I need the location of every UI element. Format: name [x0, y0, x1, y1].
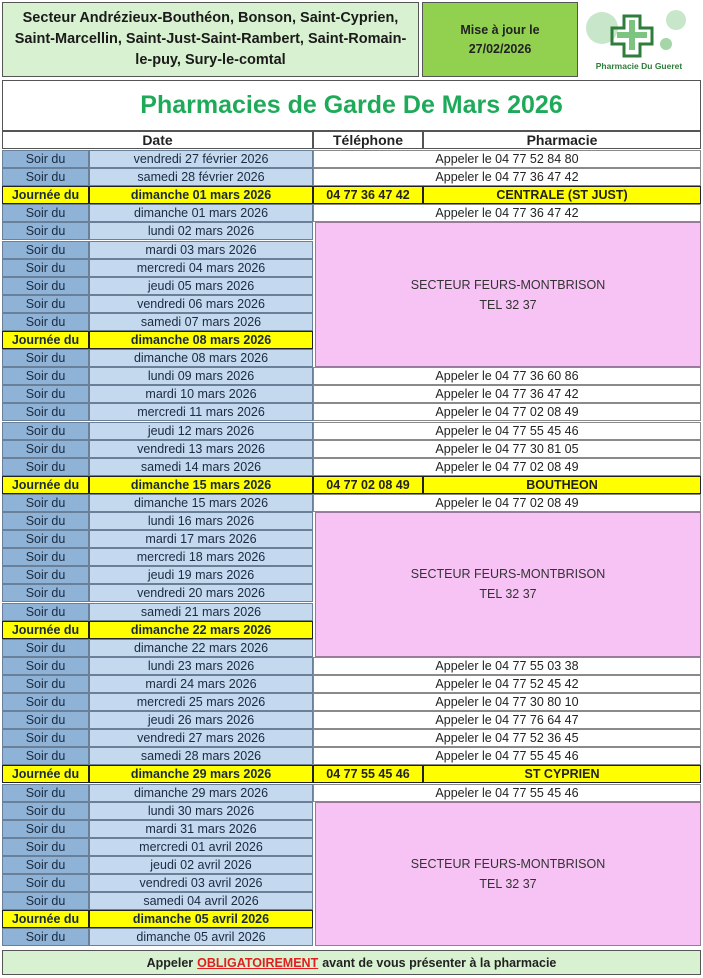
row-type-label: Soir du — [2, 874, 89, 892]
row-date: dimanche 08 mars 2026 — [89, 349, 313, 367]
row-type-label: Soir du — [2, 603, 89, 621]
row-call-instruction: Appeler le 04 77 02 08 49 — [313, 403, 701, 421]
row-date: mardi 03 mars 2026 — [89, 241, 313, 259]
row-type-label: Soir du — [2, 241, 89, 259]
row-date: lundi 16 mars 2026 — [89, 512, 313, 530]
logo-text: Pharmacie Du Gueret — [595, 61, 683, 71]
row-date: lundi 23 mars 2026 — [89, 657, 313, 675]
table-row — [2, 765, 701, 783]
table-row — [2, 440, 701, 458]
row-type-label: Soir du — [2, 150, 89, 168]
row-type-label: Soir du — [2, 349, 89, 367]
table-row — [2, 458, 701, 476]
row-date: dimanche 05 avril 2026 — [89, 910, 313, 928]
row-type-label: Soir du — [2, 458, 89, 476]
update-label: Mise à jour le — [460, 22, 540, 37]
row-date: mercredi 04 mars 2026 — [89, 259, 313, 277]
row-type-label: Journée du — [2, 476, 89, 494]
row-call-instruction: Appeler le 04 77 36 47 42 — [313, 385, 701, 403]
sector-block — [315, 222, 701, 367]
table-row — [2, 186, 701, 204]
row-date: mercredi 18 mars 2026 — [89, 548, 313, 566]
column-header-date: Date — [2, 131, 313, 149]
footer-emphasis: OBLIGATOIREMENT — [197, 955, 319, 970]
row-date: mardi 10 mars 2026 — [89, 385, 313, 403]
row-date: samedi 21 mars 2026 — [89, 603, 313, 621]
table-row — [2, 204, 701, 222]
row-date: vendredi 27 mars 2026 — [89, 729, 313, 747]
row-phone: 04 77 55 45 46 — [313, 765, 423, 783]
row-type-label: Journée du — [2, 910, 89, 928]
row-date: mardi 24 mars 2026 — [89, 675, 313, 693]
row-type-label: Soir du — [2, 584, 89, 602]
sector-block-phone: TEL 32 37 — [479, 876, 537, 891]
row-date: vendredi 06 mars 2026 — [89, 295, 313, 313]
row-date: dimanche 22 mars 2026 — [89, 621, 313, 639]
row-type-label: Soir du — [2, 168, 89, 186]
row-date: dimanche 01 mars 2026 — [89, 186, 313, 204]
row-date: jeudi 02 avril 2026 — [89, 856, 313, 874]
row-date: jeudi 19 mars 2026 — [89, 566, 313, 584]
row-type-label: Journée du — [2, 186, 89, 204]
sector-label: Secteur Andrézieux-Bouthéon, Bonson, Saint-Cyprien, Saint-Marcellin, Saint-Just-Saint-Rambert, Saint-Romain-le-puy, Sury-le-comtal — [2, 2, 419, 77]
row-type-label: Soir du — [2, 838, 89, 856]
row-type-label: Soir du — [2, 204, 89, 222]
row-call-instruction: Appeler le 04 77 52 84 80 — [313, 150, 701, 168]
table-row — [2, 675, 701, 693]
row-phone: 04 77 36 47 42 — [313, 186, 423, 204]
row-call-instruction: Appeler le 04 77 55 03 38 — [313, 657, 701, 675]
row-date: mercredi 25 mars 2026 — [89, 693, 313, 711]
row-date: samedi 28 mars 2026 — [89, 747, 313, 765]
row-type-label: Soir du — [2, 494, 89, 512]
row-date: samedi 04 avril 2026 — [89, 892, 313, 910]
page-header — [2, 2, 701, 79]
footer-text-before: Appeler — [146, 955, 194, 970]
row-pharmacy-name: BOUTHEON — [423, 476, 701, 494]
row-date: dimanche 15 mars 2026 — [89, 476, 313, 494]
row-type-label: Soir du — [2, 403, 89, 421]
green-cross-icon — [580, 4, 698, 62]
row-date: dimanche 15 mars 2026 — [89, 494, 313, 512]
row-date: vendredi 20 mars 2026 — [89, 584, 313, 602]
table-row — [2, 494, 701, 512]
table-row — [2, 476, 701, 494]
row-type-label: Soir du — [2, 548, 89, 566]
row-type-label: Soir du — [2, 530, 89, 548]
row-type-label: Soir du — [2, 259, 89, 277]
table-row — [2, 367, 701, 385]
row-date: mardi 31 mars 2026 — [89, 820, 313, 838]
row-pharmacy-name: ST CYPRIEN — [423, 765, 701, 783]
sector-block-name: SECTEUR FEURS-MONTBRISON — [410, 856, 606, 871]
row-date: vendredi 27 février 2026 — [89, 150, 313, 168]
row-type-label: Journée du — [2, 331, 89, 349]
row-type-label: Soir du — [2, 657, 89, 675]
row-type-label: Soir du — [2, 422, 89, 440]
row-type-label: Soir du — [2, 747, 89, 765]
row-call-instruction: Appeler le 04 77 52 45 42 — [313, 675, 701, 693]
row-date: samedi 28 février 2026 — [89, 168, 313, 186]
row-call-instruction: Appeler le 04 77 30 81 05 — [313, 440, 701, 458]
row-date: dimanche 05 avril 2026 — [89, 928, 313, 946]
row-date: dimanche 29 mars 2026 — [89, 784, 313, 802]
table-row — [2, 711, 701, 729]
sector-block-phone: TEL 32 37 — [479, 587, 537, 602]
row-date: jeudi 12 mars 2026 — [89, 422, 313, 440]
row-type-label: Soir du — [2, 367, 89, 385]
row-date: dimanche 01 mars 2026 — [89, 204, 313, 222]
row-call-instruction: Appeler le 04 77 36 47 42 — [313, 168, 701, 186]
table-row — [2, 784, 701, 802]
row-date: dimanche 29 mars 2026 — [89, 765, 313, 783]
page-title: Pharmacies de Garde De Mars 2026 — [2, 80, 701, 131]
row-date: dimanche 22 mars 2026 — [89, 639, 313, 657]
row-type-label: Soir du — [2, 856, 89, 874]
sector-block-name: SECTEUR FEURS-MONTBRISON — [410, 567, 606, 582]
row-call-instruction: Appeler le 04 77 55 45 46 — [313, 747, 701, 765]
row-call-instruction: Appeler le 04 77 36 60 86 — [313, 367, 701, 385]
row-pharmacy-name: CENTRALE (ST JUST) — [423, 186, 701, 204]
row-call-instruction: Appeler le 04 77 36 47 42 — [313, 204, 701, 222]
row-call-instruction: Appeler le 04 77 55 45 46 — [313, 784, 701, 802]
row-type-label: Soir du — [2, 440, 89, 458]
sector-block — [315, 512, 701, 657]
row-date: lundi 02 mars 2026 — [89, 222, 313, 240]
sector-block-phone: TEL 32 37 — [479, 297, 537, 312]
row-type-label: Soir du — [2, 820, 89, 838]
row-phone: 04 77 02 08 49 — [313, 476, 423, 494]
row-type-label: Soir du — [2, 566, 89, 584]
footer-text-after: avant de vous présenter à la pharmacie — [322, 955, 557, 970]
row-type-label: Soir du — [2, 784, 89, 802]
row-call-instruction: Appeler le 04 77 02 08 49 — [313, 458, 701, 476]
row-type-label: Soir du — [2, 512, 89, 530]
row-date: mercredi 01 avril 2026 — [89, 838, 313, 856]
table-row — [2, 403, 701, 421]
row-type-label: Soir du — [2, 295, 89, 313]
row-date: vendredi 13 mars 2026 — [89, 440, 313, 458]
row-date: mardi 17 mars 2026 — [89, 530, 313, 548]
row-type-label: Soir du — [2, 693, 89, 711]
table-row — [2, 385, 701, 403]
row-date: vendredi 03 avril 2026 — [89, 874, 313, 892]
row-date: samedi 07 mars 2026 — [89, 313, 313, 331]
row-type-label: Soir du — [2, 729, 89, 747]
row-type-label: Soir du — [2, 313, 89, 331]
column-header-pharmacy: Pharmacie — [423, 131, 701, 149]
table-row — [2, 657, 701, 675]
row-type-label: Soir du — [2, 277, 89, 295]
table-row — [2, 168, 701, 186]
row-date: jeudi 05 mars 2026 — [89, 277, 313, 295]
sector-block — [315, 802, 701, 947]
row-call-instruction: Appeler le 04 77 52 36 45 — [313, 729, 701, 747]
row-type-label: Journée du — [2, 621, 89, 639]
row-type-label: Soir du — [2, 385, 89, 403]
update-box — [422, 2, 578, 77]
row-date: mercredi 11 mars 2026 — [89, 403, 313, 421]
column-header-phone: Téléphone — [313, 131, 423, 149]
row-type-label: Journée du — [2, 765, 89, 783]
table-row — [2, 747, 701, 765]
row-call-instruction: Appeler le 04 77 02 08 49 — [313, 494, 701, 512]
row-date: jeudi 26 mars 2026 — [89, 711, 313, 729]
row-date: dimanche 08 mars 2026 — [89, 331, 313, 349]
row-call-instruction: Appeler le 04 77 55 45 46 — [313, 422, 701, 440]
row-type-label: Soir du — [2, 892, 89, 910]
table-row — [2, 150, 701, 168]
table-row — [2, 729, 701, 747]
row-type-label: Soir du — [2, 802, 89, 820]
row-type-label: Soir du — [2, 639, 89, 657]
sector-block-name: SECTEUR FEURS-MONTBRISON — [410, 277, 606, 292]
row-date: lundi 30 mars 2026 — [89, 802, 313, 820]
row-date: samedi 14 mars 2026 — [89, 458, 313, 476]
row-type-label: Soir du — [2, 675, 89, 693]
row-type-label: Soir du — [2, 711, 89, 729]
pharmacy-logo — [580, 4, 698, 77]
row-type-label: Soir du — [2, 928, 89, 946]
footer-notice — [2, 950, 701, 975]
row-call-instruction: Appeler le 04 77 76 64 47 — [313, 711, 701, 729]
row-type-label: Soir du — [2, 222, 89, 240]
row-call-instruction: Appeler le 04 77 30 80 10 — [313, 693, 701, 711]
row-date: lundi 09 mars 2026 — [89, 367, 313, 385]
table-row — [2, 693, 701, 711]
table-row — [2, 422, 701, 440]
update-date: 27/02/2026 — [468, 41, 532, 56]
